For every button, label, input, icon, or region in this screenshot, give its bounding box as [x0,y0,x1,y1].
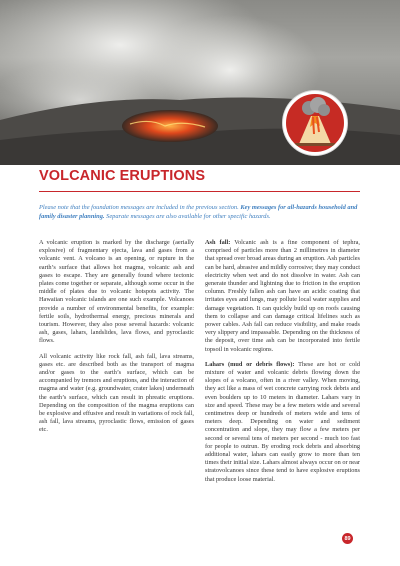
intro-note [39,203,361,221]
note-emphasis: Key messages for all-hazards household and family disaster planning. [39,204,358,220]
lahars-text: These are hot or cold mixture of water and volcanic debris flowing down the slopes of a volcano, often in a river valley. When moving, they act like a mass of wet concrete carrying rock debris and even boulders up to 10 meters in diameter. Lahars vary in size and speed. These may be a few meters wide and several centimetres deep or hundreds of meters wide and tens of meters deep. Depending on water and sediment concentration and slope, they may flow a few meters per second or several tens of meters per second - much too fast for people to outrun. By eroding rock debris and absorbing additional water, lahars can easily grow to more than ten times their initial size. Lahars almost always occur on or near stratovolcanoes since these tend to have explosive eruptions that produce loose material. [205,360,360,483]
paragraph-definition: A volcanic eruption is marked by the discharge (aerially explosive) of fragmentary ejecta, lava and gases from a volcanic vent. A volcano is an opening, or rupture in the earth’s surface that allows hot magma, volcanic ash and gases to escape. They are generally found where tectonic plates come together or separate, although some occur in the middle of plates due to volcanic hotspots activity. The Hawaiian volcanic islands are one such example. Volcanoes provide a number of environmental benefits, for example: fertile soils, hydrothermal energy, precious minerals and tourism. However, they also pose several hazards: volcanic ash, gases, lahars, landslides, lava flows, and pyroclastic flows. [39,239,194,345]
paragraph-lahars [205,361,360,484]
title-divider [39,191,360,192]
page-number: 89 [342,533,353,544]
left-column [39,239,194,442]
hero-photo [0,0,400,165]
note-lead: Please note that the foundation messages are included in the previous section. [39,204,239,211]
paragraph-activity: All volcanic activity like rock fall, ash fall, lava streams, gases etc. are described both as the transport of magma and/or gases to the earth’s surface, which can be accompanied by tremors and eruptions, and the interaction of magma and water (e.g. groundwater, crater lakes) underneath the earth’s surface, which can result in phreatic eruptions. Depending on the composition of the magma eruptions can be explosive and effusive and result in variations of rock fall, ash fall, lava streams, pyroclastic flows, emission of gases etc. [39,352,194,434]
ash-fall-text: Volcanic ash is a fine component of tephra, comprised of particles more than 2 millimetres in diameter that spread over broad areas during an eruption. Ash particles can be hard, abrasive and mildly corrosive; they may conduct electricity when wet and do not dissolve in water. Ash can generate thunder and lightning due to friction in the eruption column. Freshly fallen ash can have an acidic coating that irritates eyes and lungs, may pollute local water supplies and damage vegetation. It can quickly build up on roofs causing them to collapse and can damage critical lifelines such as power cables. Ash fall can reduce visibility, and make roads very slippery and impassable. Depending on the thickness of the deposit, over time ash can be incorporated into fertile topsoil in volcanic regions. [205,239,360,353]
lahars-heading: Lahars (mud or debris flows): [205,360,295,368]
paragraph-ash-fall [205,239,360,354]
ash-fall-heading: Ash fall: [205,239,231,246]
volcano-badge [283,91,347,155]
page-title: VOLCANIC ERUPTIONS [39,168,206,184]
erupting-volcano-icon [286,94,344,152]
right-column [205,239,360,491]
note-tail: Separate messages are also available for other specific hazards. [106,213,271,220]
